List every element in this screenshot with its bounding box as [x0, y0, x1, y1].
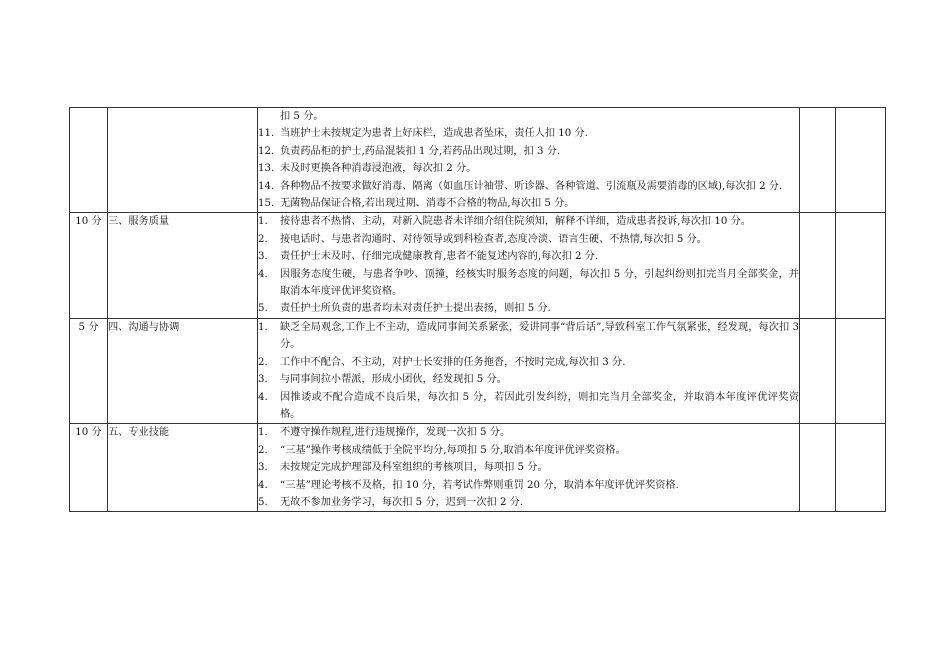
item-text: “三基”操作考核成绩低于全院平均分,每项扣 5 分,取消本年度评优评奖资格。 — [280, 444, 626, 456]
item-number: 2. — [258, 233, 268, 245]
criteria-item — [258, 389, 799, 424]
item-text: 未及时更换各种消毒浸泡液，每次扣 2 分。 — [280, 163, 477, 175]
category-cell: 三、服务质量 — [108, 213, 258, 318]
criteria-item — [258, 424, 799, 441]
blank-cell-b — [836, 424, 886, 512]
item-number: 3. — [258, 251, 268, 263]
score-cell: 10 分 — [70, 424, 108, 512]
category-cell: 四、沟通与协调 — [108, 318, 258, 423]
item-number: 5. — [258, 496, 268, 508]
criteria-cell — [258, 213, 800, 318]
criteria-cell — [258, 424, 800, 512]
score-cell — [70, 108, 108, 213]
criteria-item — [258, 195, 799, 212]
item-text: 与同事间拉小帮派，形成小团伙，经发现扣 5 分。 — [280, 374, 507, 386]
criteria-item — [258, 248, 799, 265]
item-number: 14. — [258, 180, 275, 192]
item-text: 工作中不配合、不主动，对护士长安排的任务拖沓，不按时完成,每次扣 3 分. — [280, 356, 626, 368]
item-number: 1. — [258, 321, 268, 333]
item-text: 缺乏全局观念,工作上不主动，造成同事间关系紧张，爱讲同事“背后话”,导致科室工作气氛紧张，经发现，每次扣 3 分。 — [280, 321, 799, 351]
item-number: 1. — [258, 427, 268, 439]
item-text: 负责药品柜的护士,药品混装扣 1 分,若药品出现过期，扣 3 分. — [280, 145, 561, 157]
blank-cell-b — [836, 108, 886, 213]
criteria-item — [258, 442, 799, 459]
criteria-cell — [258, 108, 800, 213]
category-cell: 五、专业技能 — [108, 424, 258, 512]
item-text: 因服务态度生硬，与患者争吵、顶撞，经核实时服务态度的问题，每次扣 5 分，引起纠纷则扣完当月全部奖金，并取消本年度评优评奖资格。 — [280, 268, 799, 298]
blank-cell-a — [800, 108, 836, 213]
evaluation-table — [69, 107, 886, 512]
item-text: 无故不参加业务学习，每次扣 5 分，迟到一次扣 2 分. — [280, 496, 524, 508]
criteria-item — [258, 371, 799, 388]
item-text: “三基”理论考核不及格，扣 10 分，若考试作弊则重罚 20 分，取消本年度评优评奖资格. — [280, 479, 679, 491]
criteria-item — [258, 125, 799, 142]
blank-cell-a — [800, 424, 836, 512]
criteria-item — [258, 143, 799, 160]
item-text: 责任护士未及时、仔细完成健康教育,患者不能复述内容的,每次扣 2 分. — [280, 251, 599, 263]
item-number: 11. — [258, 128, 275, 140]
criteria-item — [258, 494, 799, 511]
criteria-cell — [258, 318, 800, 423]
table-row — [70, 108, 886, 213]
item-number: 13. — [258, 163, 275, 175]
blank-cell-a — [800, 213, 836, 318]
criteria-item — [258, 178, 799, 195]
blank-cell-b — [836, 213, 886, 318]
table-row — [70, 318, 886, 423]
blank-cell-b — [836, 318, 886, 423]
score-cell: 10 分 — [70, 213, 108, 318]
criteria-item — [258, 300, 799, 317]
criteria-item — [258, 459, 799, 476]
item-number: 2. — [258, 356, 268, 368]
item-text: 接待患者不热情、主动，对新入院患者未详细介绍住院须知，解释不详细，造成患者投诉,每次扣 10 分。 — [280, 216, 751, 228]
category-cell — [108, 108, 258, 213]
item-number: 15. — [258, 198, 275, 210]
criteria-item — [258, 477, 799, 494]
item-number: 4. — [258, 391, 268, 403]
continued-text: 扣 5 分。 — [280, 111, 324, 122]
criteria-item — [258, 354, 799, 371]
item-text: 不遵守操作规程,进行违规操作，发现一次扣 5 分。 — [280, 427, 511, 439]
score-cell: 5 分 — [70, 318, 108, 423]
criteria-item — [258, 319, 799, 354]
item-number: 12. — [258, 145, 275, 157]
item-text: 无菌物品保证合格,若出现过期、消毒不合格的物品,每次扣 5 分。 — [280, 198, 575, 210]
item-number: 5. — [258, 303, 268, 315]
item-text: 未按规定完成护理部及科室组织的考核项目，每项扣 5 分。 — [280, 462, 548, 474]
criteria-item — [258, 231, 799, 248]
item-number: 1. — [258, 216, 268, 228]
item-number: 4. — [258, 268, 268, 280]
criteria-item — [258, 213, 799, 230]
item-text: 接电话时、与患者沟通时、对待领导或到科检查者,态度冷淡、语言生硬、不热情,每次扣 5 分。 — [280, 233, 707, 245]
table-row — [70, 424, 886, 512]
item-number: 4. — [258, 479, 268, 491]
blank-cell-a — [800, 318, 836, 423]
table-row — [70, 213, 886, 318]
item-text: 责任护士所负责的患者均未对责任护士提出表扬，则扣 5 分. — [280, 303, 551, 315]
item-number: 3. — [258, 374, 268, 386]
item-text: 因推诿或不配合造成不良后果，每次扣 5 分，若因此引发纠纷，则扣完当月全部奖金，并取消本年度评优评奖资格。 — [280, 391, 799, 420]
item-number: 3. — [258, 462, 268, 474]
item-text: 各种物品不按要求做好消毒、隔离（如血压计袖带、听诊器、各种管道、引流瓶及需要消毒的区域),每次扣 2 分. — [280, 180, 783, 192]
item-text: 当班护士未按规定为患者上好床栏，造成患者坠床，责任人扣 10 分. — [280, 128, 588, 140]
item-number: 2. — [258, 444, 268, 456]
criteria-item — [258, 160, 799, 177]
criteria-item — [258, 266, 799, 301]
